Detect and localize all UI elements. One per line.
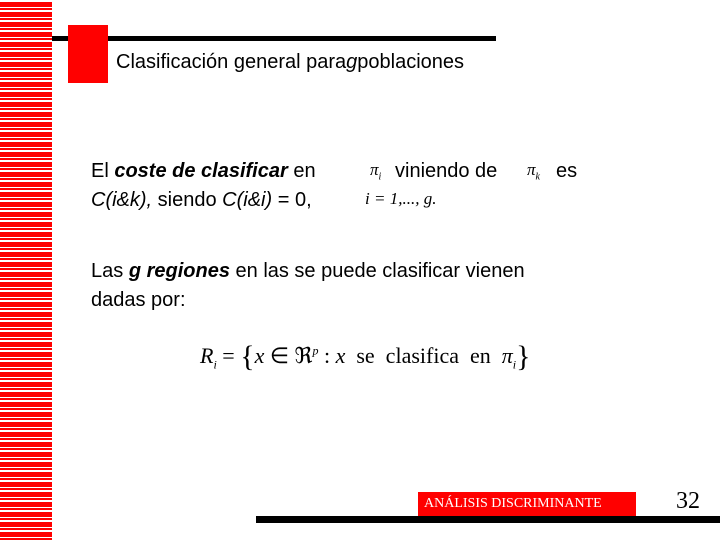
pi-glyph: π	[527, 160, 536, 179]
paragraph-1-line-2	[91, 186, 312, 215]
paragraph-2-line-1	[91, 257, 525, 286]
formula-x: x	[254, 343, 265, 368]
paragraph-2-line-2: dadas por:	[91, 289, 186, 311]
top-rule	[52, 36, 496, 41]
text-g-regiones: g regiones	[128, 260, 230, 282]
formula-r-sub: i	[213, 357, 217, 372]
index-range: i = 1,..., g.	[365, 189, 437, 208]
pi-subscript: k	[535, 171, 540, 183]
formula-r: R	[200, 343, 214, 368]
formula-eq: =	[216, 343, 241, 368]
text-cost-ik: C(i&k),	[91, 189, 153, 211]
formula-p: p	[312, 343, 319, 358]
slide-title	[108, 42, 474, 82]
text-es: es	[556, 160, 578, 182]
text-equals-zero: = 0,	[272, 189, 312, 211]
pi-glyph: π	[370, 160, 379, 179]
pi-k-symbol	[527, 160, 540, 182]
formula-pi: π	[501, 343, 513, 368]
text-viniendo-de: viniendo de	[395, 160, 498, 182]
pi-i-symbol	[370, 160, 381, 182]
text-cost-ii: C(i&i)	[222, 189, 273, 211]
text-clasificar-vienen: en las se puede clasificar vienen	[229, 260, 525, 282]
pi-subscript: i	[378, 171, 382, 183]
title-red-block	[68, 25, 108, 83]
title-text-2: poblaciones	[357, 50, 465, 73]
page-number: 32	[676, 488, 700, 514]
title-text-1: Clasificación general para	[116, 50, 347, 73]
paragraph-1-line-1	[91, 157, 316, 186]
title-text-g: g	[346, 50, 358, 73]
left-decorative-stripes	[0, 0, 52, 540]
formula-colon: :	[318, 343, 336, 368]
formula-in-rp: ∈ ℜ	[264, 343, 313, 368]
footer-label: ANÁLISIS DISCRIMINANTE	[418, 492, 636, 516]
bottom-rule	[256, 516, 720, 523]
formula-pi-sub: i	[512, 357, 517, 372]
text-en: en	[287, 160, 316, 182]
text-coste-de-clasificar: coste de clasificar	[114, 160, 288, 182]
formula-open-brace: {	[240, 340, 255, 373]
region-formula	[200, 340, 531, 374]
text-siendo: siendo	[152, 189, 223, 211]
formula-close-brace: }	[516, 340, 531, 373]
formula-x2: x	[335, 343, 346, 368]
formula-words: se clasifica en	[345, 343, 502, 368]
text-las: Las	[91, 260, 129, 282]
text-el: El	[91, 160, 115, 182]
